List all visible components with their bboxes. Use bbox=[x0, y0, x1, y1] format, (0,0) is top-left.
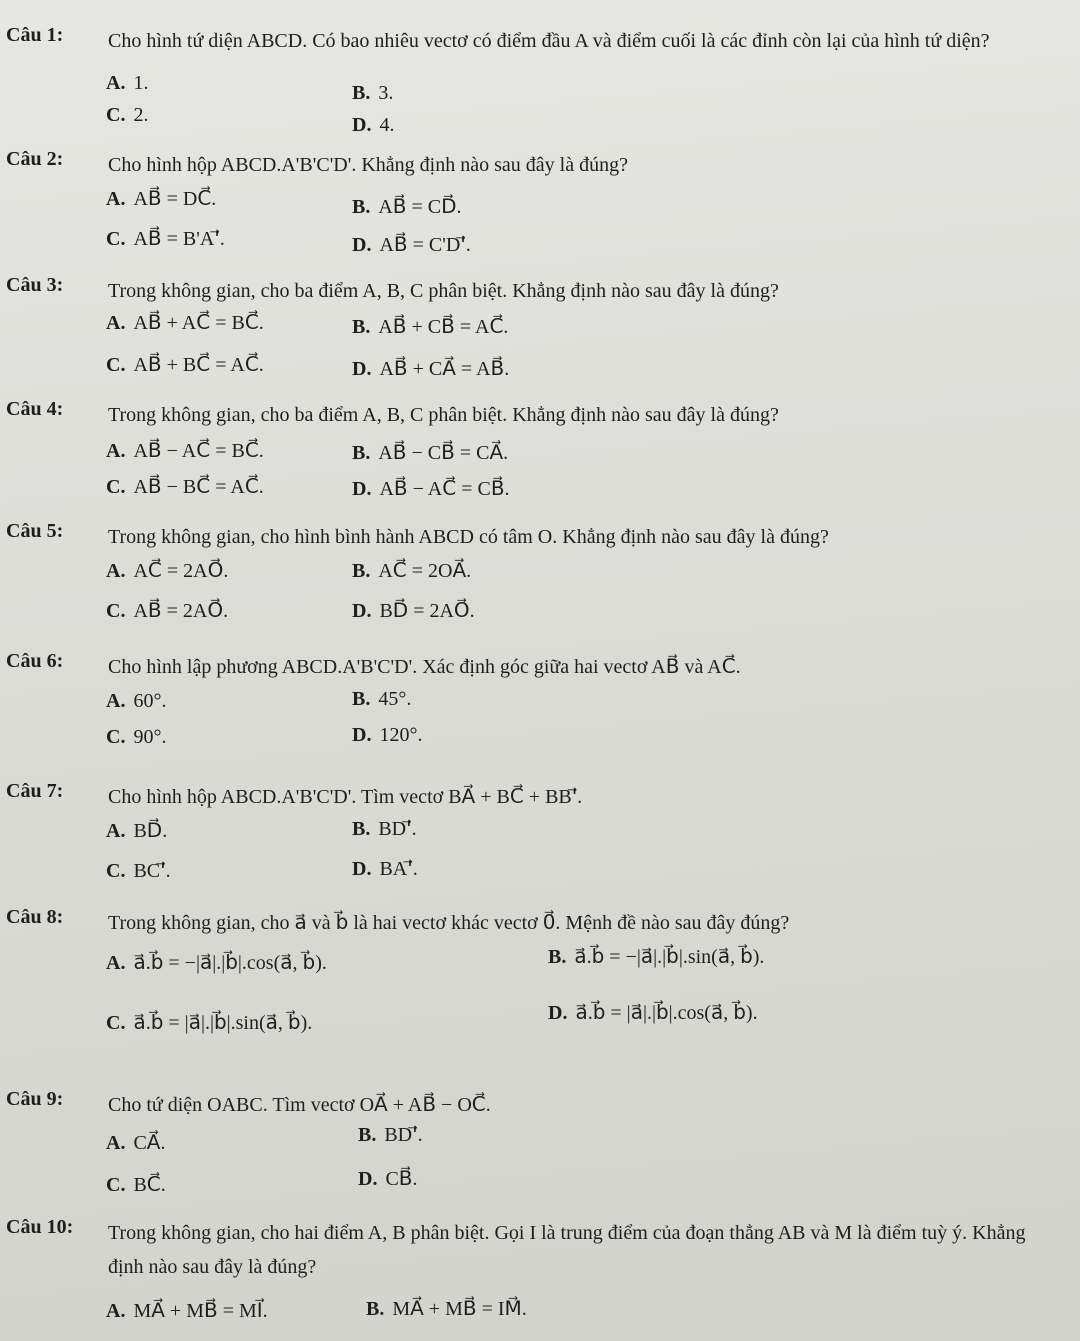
option-label: A. bbox=[106, 690, 126, 712]
option-d bbox=[548, 1000, 758, 1025]
question-text: Trong không gian, cho ba điểm A, B, C phân biệt. Khẳng định nào sau đây là đúng? bbox=[108, 280, 779, 302]
option-label: B. bbox=[352, 688, 371, 710]
option-label: D. bbox=[352, 114, 372, 136]
option-text: MA⃗ + MB⃗ = IM⃗. bbox=[392, 1298, 527, 1320]
option-d bbox=[352, 598, 475, 623]
option-d bbox=[352, 356, 509, 381]
option-label: D. bbox=[352, 858, 372, 880]
option-b bbox=[352, 558, 471, 583]
option-text: AB⃗ = 2AO⃗. bbox=[133, 600, 229, 622]
option-c bbox=[106, 858, 171, 883]
option-label: A. bbox=[106, 560, 126, 582]
question-text: Cho tứ diện OABC. Tìm vectơ OA⃗ + AB⃗ − OC⃗. bbox=[108, 1094, 491, 1116]
option-label: D. bbox=[358, 1168, 378, 1190]
option-text: BC'⃗. bbox=[133, 860, 171, 882]
question-text: Cho hình tứ diện ABCD. Có bao nhiêu vectơ có điểm đầu A và điểm cuối là các đỉnh còn lại của hình tứ diện? bbox=[108, 30, 990, 52]
option-d bbox=[358, 1166, 418, 1191]
option-label: C. bbox=[106, 600, 126, 622]
option-text: BD⃗. bbox=[133, 820, 168, 842]
option-text: a⃗.b⃗ = −|a⃗|.|b⃗|.cos(a⃗, b⃗). bbox=[133, 952, 327, 974]
option-text: 60°. bbox=[133, 690, 167, 712]
option-text: AB⃗ + CA⃗ = AB⃗. bbox=[379, 358, 510, 380]
option-c bbox=[106, 1010, 312, 1035]
option-text: AB⃗ − AC⃗ = BC⃗. bbox=[133, 440, 264, 462]
option-d bbox=[352, 856, 418, 881]
option-label: A. bbox=[106, 188, 126, 210]
option-text: AB⃗ = B'A'⃗. bbox=[133, 228, 225, 250]
option-b bbox=[352, 314, 508, 339]
option-text: AB⃗ + AC⃗ = BC⃗. bbox=[133, 312, 264, 334]
option-label: B. bbox=[352, 442, 371, 464]
option-c bbox=[106, 598, 228, 623]
option-label: A. bbox=[106, 820, 126, 842]
option-a bbox=[106, 186, 216, 211]
option-label: B. bbox=[352, 82, 371, 104]
option-text: 3. bbox=[378, 82, 394, 104]
option-text: BD'⃗. bbox=[384, 1124, 423, 1146]
option-b bbox=[352, 816, 417, 841]
option-a bbox=[106, 690, 166, 713]
option-a bbox=[106, 1130, 165, 1155]
option-a bbox=[106, 310, 264, 335]
option-label: A. bbox=[106, 952, 126, 974]
option-c bbox=[106, 352, 264, 377]
question-number: Câu 5: bbox=[6, 520, 64, 542]
option-text: AB⃗ + BC⃗ = AC⃗. bbox=[133, 354, 264, 376]
option-label: A. bbox=[106, 1300, 126, 1322]
option-b bbox=[352, 194, 462, 219]
option-text: BD⃗ = 2AO⃗. bbox=[379, 600, 475, 622]
option-b bbox=[358, 1122, 423, 1147]
question-text: Cho hình hộp ABCD.A'B'C'D'. Khẳng định nào sau đây là đúng? bbox=[108, 154, 628, 176]
option-d bbox=[352, 724, 422, 747]
option-d bbox=[352, 476, 510, 501]
option-a bbox=[106, 438, 264, 463]
question-number: Câu 9: bbox=[6, 1088, 64, 1110]
option-a bbox=[106, 950, 327, 975]
question-number: Câu 7: bbox=[6, 780, 64, 802]
question-number: Câu 8: bbox=[6, 906, 64, 928]
option-label: C. bbox=[106, 1012, 126, 1034]
option-text: CA⃗. bbox=[133, 1132, 166, 1154]
question-text: Trong không gian, cho hai điểm A, B phân biệt. Gọi I là trung điểm của đoạn thẳng AB và M là điểm tuỳ ý. Khẳng định nào sau đây là đúng? bbox=[108, 1222, 1026, 1278]
option-b bbox=[548, 944, 764, 969]
option-text: AB⃗ − CB⃗ = CA⃗. bbox=[378, 442, 509, 464]
question-text: Cho hình lập phương ABCD.A'B'C'D'. Xác định góc giữa hai vectơ AB⃗ và AC⃗. bbox=[108, 656, 741, 678]
option-label: A. bbox=[106, 312, 126, 334]
option-label: D. bbox=[352, 478, 372, 500]
option-label: D. bbox=[548, 1002, 568, 1024]
option-text: AB⃗ = CD⃗. bbox=[378, 196, 462, 218]
option-label: B. bbox=[352, 818, 371, 840]
option-text: BD'⃗. bbox=[378, 818, 417, 840]
option-text: 1. bbox=[133, 72, 149, 94]
option-text: a⃗.b⃗ = |a⃗|.|b⃗|.sin(a⃗, b⃗). bbox=[133, 1012, 313, 1034]
option-text: a⃗.b⃗ = −|a⃗|.|b⃗|.sin(a⃗, b⃗). bbox=[574, 946, 765, 968]
option-text: AB⃗ = C'D'⃗. bbox=[379, 234, 471, 256]
option-label: D. bbox=[352, 358, 372, 380]
option-label: D. bbox=[352, 600, 372, 622]
option-b bbox=[352, 440, 508, 465]
option-label: A. bbox=[106, 1132, 126, 1154]
option-label: A. bbox=[106, 72, 126, 94]
option-label: C. bbox=[106, 726, 126, 748]
option-text: AB⃗ + CB⃗ = AC⃗. bbox=[378, 316, 509, 338]
option-label: A. bbox=[106, 440, 126, 462]
option-label: B. bbox=[352, 560, 371, 582]
option-text: CB⃗. bbox=[385, 1168, 418, 1190]
option-a bbox=[106, 558, 228, 583]
option-text: 90°. bbox=[133, 726, 167, 748]
option-text: AB⃗ − BC⃗ = AC⃗. bbox=[133, 476, 264, 498]
option-label: B. bbox=[366, 1298, 385, 1320]
question-number: Câu 2: bbox=[6, 148, 64, 170]
option-b bbox=[366, 1296, 527, 1321]
question-text: Cho hình hộp ABCD.A'B'C'D'. Tìm vectơ BA⃗ + BC⃗ + BB'⃗. bbox=[108, 786, 583, 808]
option-text: AB⃗ = DC⃗. bbox=[133, 188, 217, 210]
option-text: 2. bbox=[133, 104, 149, 126]
option-text: 120°. bbox=[379, 724, 423, 746]
option-c bbox=[106, 226, 225, 251]
option-c bbox=[106, 726, 166, 749]
option-text: BC⃗. bbox=[133, 1174, 166, 1196]
option-c bbox=[106, 104, 148, 127]
option-label: C. bbox=[106, 860, 126, 882]
option-a bbox=[106, 72, 148, 95]
option-text: MA⃗ + MB⃗ = MI⃗. bbox=[133, 1300, 268, 1322]
option-d bbox=[352, 114, 394, 137]
option-b bbox=[352, 688, 411, 711]
option-c bbox=[106, 474, 264, 499]
question-number: Câu 10: bbox=[6, 1216, 74, 1238]
option-label: D. bbox=[352, 724, 372, 746]
option-text: a⃗.b⃗ = |a⃗|.|b⃗|.cos(a⃗, b⃗). bbox=[575, 1002, 758, 1024]
option-text: 45°. bbox=[378, 688, 412, 710]
option-c bbox=[106, 1172, 166, 1197]
option-a bbox=[106, 1298, 268, 1323]
option-label: B. bbox=[358, 1124, 377, 1146]
question-number: Câu 3: bbox=[6, 274, 64, 296]
option-text: AB⃗ − AC⃗ = CB⃗. bbox=[379, 478, 510, 500]
option-label: D. bbox=[352, 234, 372, 256]
option-b bbox=[352, 82, 393, 105]
option-label: C. bbox=[106, 104, 126, 126]
question-number: Câu 4: bbox=[6, 398, 64, 420]
option-label: B. bbox=[352, 316, 371, 338]
option-label: C. bbox=[106, 476, 126, 498]
question-number: Câu 6: bbox=[6, 650, 64, 672]
option-label: B. bbox=[548, 946, 567, 968]
option-label: C. bbox=[106, 228, 126, 250]
question-text: Trong không gian, cho hình bình hành ABCD có tâm O. Khẳng định nào sau đây là đúng? bbox=[108, 526, 829, 548]
option-text: BA'⃗. bbox=[379, 858, 418, 880]
option-label: B. bbox=[352, 196, 371, 218]
question-number: Câu 1: bbox=[6, 24, 64, 46]
question-text: Trong không gian, cho a⃗ và b⃗ là hai vectơ khác vectơ 0⃗. Mệnh đề nào sau đây đúng? bbox=[108, 912, 790, 934]
option-a bbox=[106, 818, 167, 843]
option-text: AC⃗ = 2OA⃗. bbox=[378, 560, 472, 582]
option-text: 4. bbox=[379, 114, 395, 136]
option-label: C. bbox=[106, 354, 126, 376]
option-label: C. bbox=[106, 1174, 126, 1196]
option-text: AC⃗ = 2AO⃗. bbox=[133, 560, 229, 582]
option-d bbox=[352, 232, 471, 257]
question-text: Trong không gian, cho ba điểm A, B, C phân biệt. Khẳng định nào sau đây là đúng? bbox=[108, 404, 779, 426]
